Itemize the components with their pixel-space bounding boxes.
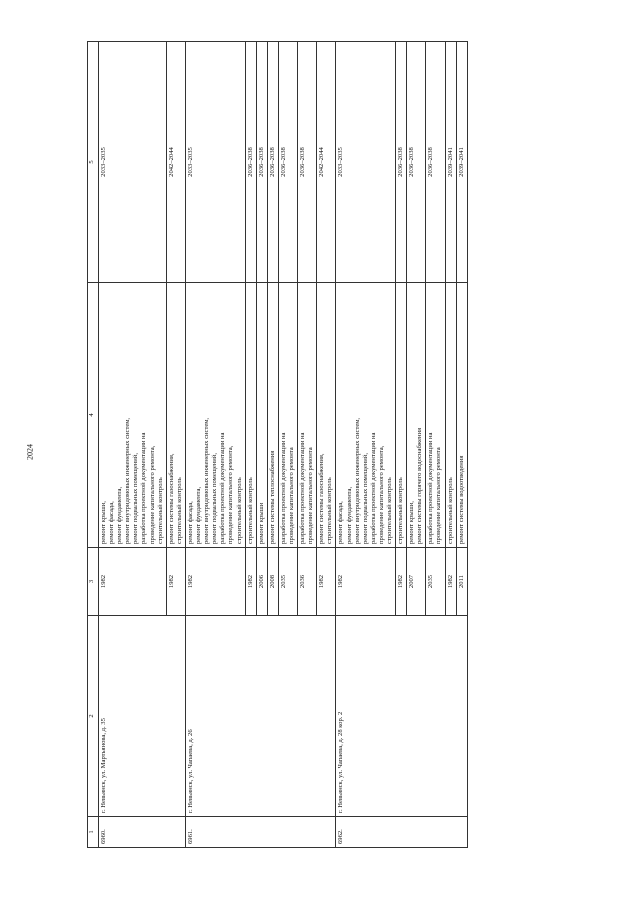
year-cell: 1982 [445, 548, 456, 616]
year-cell: 1982 [185, 548, 245, 616]
year-cell: 2006 [256, 548, 267, 616]
table-body [88, 42, 468, 848]
table-row [336, 42, 396, 848]
planned-period-cell: 2033–2035 [99, 42, 167, 283]
building-address: г. Невьянск, ул. Чапаева, д. 26 [185, 616, 336, 817]
work-types-cell: строительный контроль [445, 283, 456, 548]
planned-period-cell: 2033–2035 [185, 42, 245, 283]
planned-period-cell: 2036–2038 [245, 42, 256, 283]
year-cell: 2008 [267, 548, 278, 616]
header-col-2: 2 [88, 616, 99, 817]
header-row [88, 42, 99, 848]
header-col-4: 4 [88, 283, 99, 548]
planned-period-cell: 2033–2035 [336, 42, 396, 283]
year-cell: 1982 [396, 548, 407, 616]
header-col-1: 1 [88, 817, 99, 848]
planned-period-cell: 2036–2038 [426, 42, 445, 283]
work-types-cell: строительный контроль [245, 283, 256, 548]
planned-period-cell: 2036–2038 [267, 42, 278, 283]
header-col-5: 5 [88, 42, 99, 283]
year-cell: 1982 [245, 548, 256, 616]
year-cell: 1982 [317, 548, 336, 616]
record-number: 6961. [185, 817, 336, 848]
work-types-cell: разработка проектной документации на проведение капитального ремонта [298, 283, 317, 548]
year-cell: 2007 [407, 548, 426, 616]
year-cell: 1982 [166, 548, 185, 616]
work-types-cell: разработка проектной документации на проведение капитального ремонта [278, 283, 297, 548]
building-address: г. Невьянск, ул. Чапаева, д. 28 кор. 2 [336, 616, 467, 817]
planned-period-cell: 2036–2038 [256, 42, 267, 283]
planned-period-cell: 2039–2041 [456, 42, 467, 283]
year-cell: 1982 [336, 548, 396, 616]
work-types-cell: ремонт фасада, ремонт фундамента, ремонт внутридомовых инженерных систем, ремонт подвальных помещений, разработка проектной документации на проведение капитального ремонта, строительный контроль [185, 283, 245, 548]
work-types-cell: ремонт фасада, ремонт фундамента, ремонт внутридомовых инженерных систем, ремонт подвальных помещений, разработка проектной документации на проведение капитального ремонта, строительный контроль [336, 283, 396, 548]
planned-period-cell: 2042–2044 [317, 42, 336, 283]
table-row [99, 42, 167, 848]
year-cell: 1982 [99, 548, 167, 616]
work-types-cell: ремонт системы газоснабжения, строительный контроль [317, 283, 336, 548]
planned-period-cell: 2042–2044 [166, 42, 185, 283]
planned-period-cell: 2036–2038 [407, 42, 426, 283]
work-types-cell: ремонт крыши, ремонт фасада, ремонт фундамента, ремонт внутридомовых инженерных систем, ремонт подвальных помещений, разработка проектной документации на проведение капитального ремонта, строительный контроль [99, 283, 167, 548]
record-number: 6960. [99, 817, 186, 848]
year-cell: 2011 [456, 548, 467, 616]
planned-period-cell: 2036–2038 [298, 42, 317, 283]
table-row [185, 42, 245, 848]
record-number: 6962. [336, 817, 467, 848]
header-col-3: 3 [88, 548, 99, 616]
year-cell: 2035 [426, 548, 445, 616]
building-address: г. Невьянск, ул. Мартьянова, д. 35 [99, 616, 186, 817]
work-types-cell: ремонт системы теплоснабжения [267, 283, 278, 548]
work-types-cell: ремонт системы водоотведения [456, 283, 467, 548]
year-cell: 2035 [278, 548, 297, 616]
year-cell: 2036 [298, 548, 317, 616]
planned-period-cell: 2039–2041 [445, 42, 456, 283]
work-types-cell: ремонт системы газоснабжения, строительный контроль [166, 283, 185, 548]
planned-period-cell: 2036–2038 [396, 42, 407, 283]
planned-period-cell: 2036–2038 [278, 42, 297, 283]
page-number: 2024 [25, 444, 35, 460]
repair-schedule-table [87, 41, 468, 848]
work-types-cell: ремонт крыши, ремонт системы горячего водоснабжения [407, 283, 426, 548]
work-types-cell: строительный контроль [396, 283, 407, 548]
work-types-cell: разработка проектной документации на проведение капитального ремонта [426, 283, 445, 548]
work-types-cell: ремонт крыши [256, 283, 267, 548]
